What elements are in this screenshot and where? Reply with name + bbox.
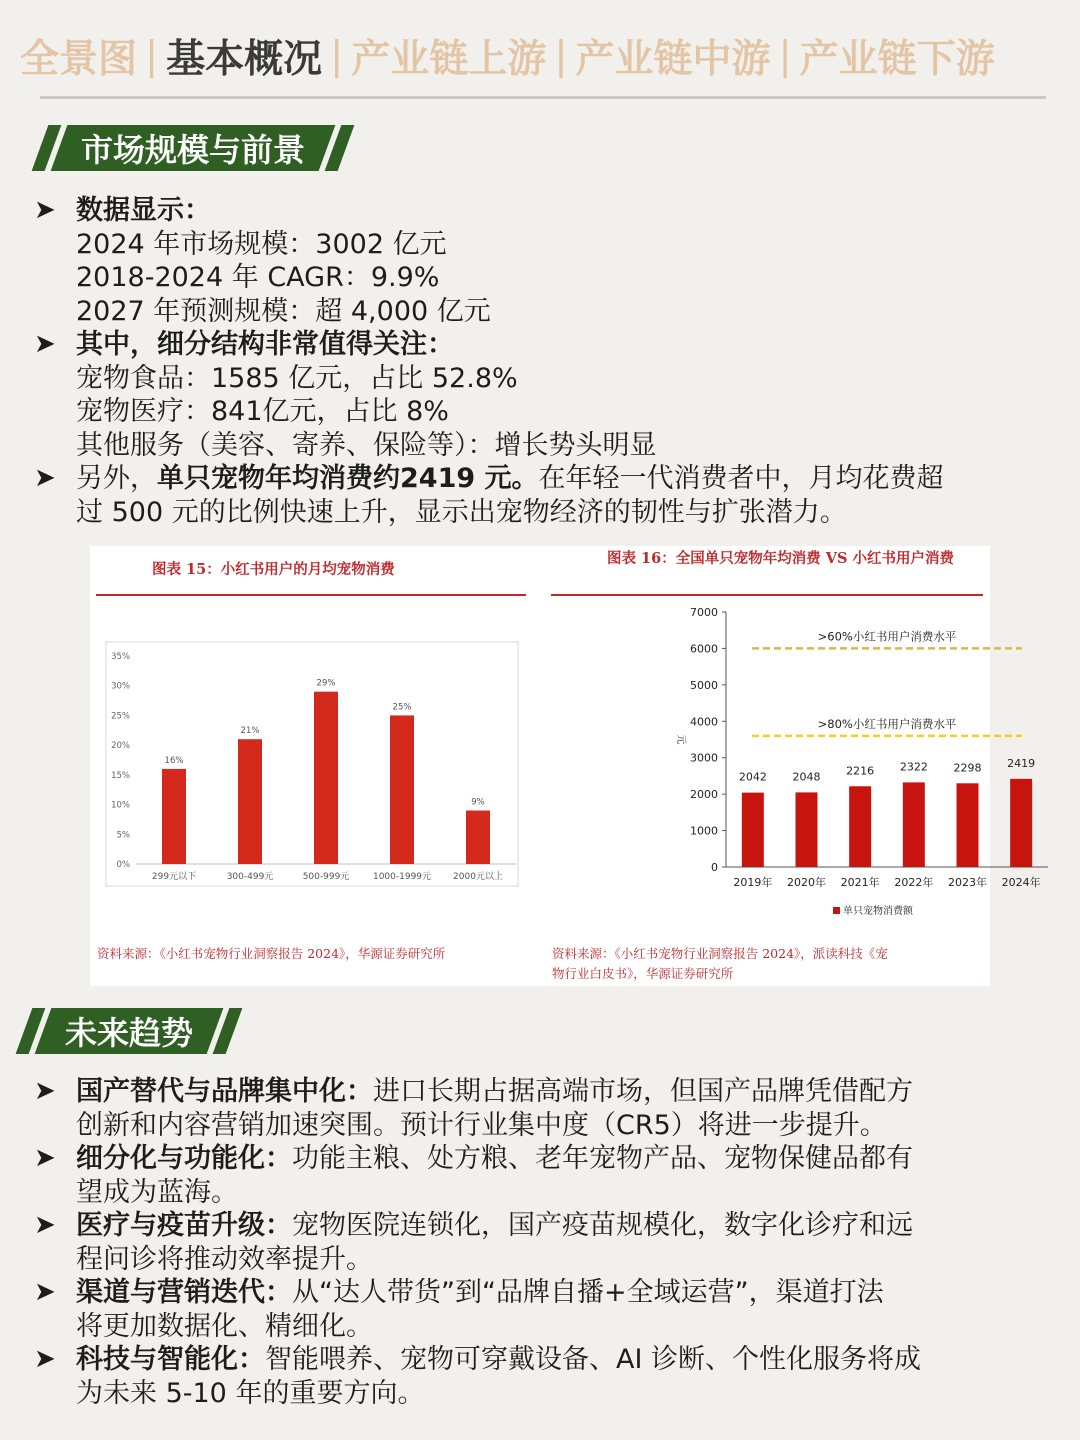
chart16-svg	[540, 546, 1041, 986]
trends-text	[34, 1075, 1044, 1410]
reference-line-label: >60%小红书用户消费水平	[817, 629, 957, 644]
arrow-bullet-icon: ➤	[34, 1344, 56, 1374]
trend-item	[34, 1276, 1044, 1310]
y-tick-label: 10%	[111, 800, 130, 811]
data-label: 16%	[164, 755, 184, 766]
y-tick-label: 2000	[690, 788, 718, 802]
arrow-bullet-icon: ➤	[34, 463, 56, 493]
trend-head: 渠道与营销迭代：	[76, 1277, 292, 1308]
y-tick-label: 6000	[690, 642, 718, 656]
x-tick-label: 500-999元	[302, 872, 350, 882]
highlight-text: 单只宠物年均消费约2419 元。	[157, 463, 539, 494]
nav-item-upstream[interactable]: 产业链上游	[351, 37, 547, 82]
bar	[849, 786, 871, 867]
arrow-bullet-icon: ➤	[34, 1277, 56, 1307]
chart16-source-line: 资料来源：《小红书宠物行业洞察报告 2024》，派读科技《宠	[552, 946, 888, 961]
bar	[742, 793, 764, 867]
x-tick-label: 2021年	[840, 876, 880, 889]
bar	[466, 811, 490, 864]
arrow-bullet-icon: ➤	[34, 1076, 56, 1106]
nav-divider	[40, 96, 1046, 99]
nav-separator: |	[778, 33, 792, 79]
data-line: 2027 年预测规模：超 4,000 亿元	[76, 295, 491, 327]
data-line: 2018-2024 年 CAGR：9.9%	[76, 262, 440, 293]
charts-panel	[90, 546, 1041, 986]
trend-text: 功能主粮、处方粮、老年宠物产品、宠物保健品都有	[292, 1143, 913, 1174]
chart15-title: 图表 15：小红书用户的月均宠物消费	[152, 561, 395, 578]
bar	[162, 769, 186, 864]
trend-text: 从“达人带货”到“品牌自播+全域运营”，渠道打法	[292, 1277, 884, 1308]
trend-text: 宠物医院连锁化，国产疫苗规模化，数字化诊疗和远	[292, 1210, 913, 1241]
y-tick-label: 0	[711, 861, 718, 874]
section-title: 市场规模与前景	[81, 131, 306, 169]
section-header-trends	[24, 1008, 234, 1054]
bullet-consumption	[34, 462, 1044, 496]
trend-text: 智能喂养、宠物可穿戴设备、AI 诊断、个性化服务将成	[265, 1344, 922, 1375]
nav-separator: |	[330, 33, 344, 79]
data-label: 2048	[792, 770, 821, 784]
trend-text-line: 创新和内容营销加速突围。预计行业集中度（CR5）将进一步提升。	[76, 1109, 887, 1141]
x-tick-label: 299元以下	[151, 872, 197, 882]
data-label: 2216	[846, 764, 875, 778]
arrow-bullet-icon: ➤	[34, 195, 56, 225]
data-label: 2042	[738, 770, 767, 784]
trend-head: 国产替代与品牌集中化：	[76, 1076, 373, 1107]
section-title-bar	[51, 125, 336, 171]
chart16-title: 图表 16：全国单只宠物年均消费 VS 小红书用户消费	[607, 550, 955, 567]
trend-text-line: 望成为蓝海。	[76, 1176, 238, 1208]
x-tick-label: 2019年	[733, 876, 773, 889]
trend-head: 医疗与疫苗升级：	[76, 1210, 292, 1241]
y-tick-label: 1000	[690, 824, 718, 838]
y-tick-label: 5%	[116, 830, 130, 841]
text-prefix: 另外，	[76, 463, 157, 494]
bar	[314, 692, 338, 864]
data-line: 2024 年市场规模：3002 亿元	[76, 228, 447, 260]
bar	[390, 715, 414, 864]
trend-head: 细分化与功能化：	[76, 1143, 292, 1174]
nav-item-midstream[interactable]: 产业链中游	[575, 37, 771, 82]
chart16-source	[552, 944, 987, 984]
data-label: 29%	[316, 678, 336, 689]
data-label: 9%	[471, 797, 485, 808]
bullet-text-line: 过 500 元的比例快速上升，显示出宠物经济的韧性与扩张潜力。	[76, 496, 847, 528]
x-tick-label: 2023年	[948, 876, 987, 889]
trend-text: 进口长期占据高端市场，但国产品牌凭借配方	[373, 1076, 913, 1107]
data-label: 25%	[392, 702, 412, 713]
chart15-svg	[90, 546, 540, 986]
bullet-head: 其中，细分结构非常值得关注：	[76, 329, 454, 360]
y-tick-label: 5000	[690, 678, 718, 692]
x-tick-label: 1000-1999元	[372, 872, 432, 882]
trend-text-line: 为未来 5-10 年的重要方向。	[76, 1377, 425, 1409]
y-tick-label: 4000	[690, 715, 718, 729]
data-label: 2419	[1007, 756, 1036, 770]
y-tick-label: 3000	[690, 751, 718, 765]
trend-item	[34, 1343, 1044, 1377]
trend-item	[34, 1209, 1044, 1243]
data-label: 21%	[240, 726, 260, 737]
trend-head: 科技与智能化：	[76, 1344, 265, 1375]
trend-text-line: 将更加数据化、精细化。	[76, 1310, 373, 1342]
nav-item-downstream[interactable]: 产业链下游	[799, 37, 995, 82]
bullet-head: 数据显示：	[76, 195, 211, 226]
x-tick-label: 2020年	[787, 876, 826, 889]
y-tick-label: 20%	[111, 741, 130, 752]
trend-text-line: 程问诊将推动效率提升。	[76, 1243, 373, 1275]
chart16-source-line: 物行业白皮书》，华源证券研究所	[552, 966, 734, 981]
arrow-bullet-icon: ➤	[34, 1143, 56, 1173]
bullet-structure	[34, 328, 1044, 362]
section-title: 未来趋势	[65, 1014, 194, 1052]
bar	[796, 792, 818, 867]
nav-separator: |	[145, 33, 159, 79]
market-text	[34, 194, 1044, 529]
y-tick-label: 35%	[111, 652, 130, 662]
chart15-source: 资料来源：《小红书宠物行业洞察报告 2024》，华源证券研究所	[97, 946, 446, 961]
arrow-bullet-icon: ➤	[34, 329, 56, 359]
trend-item	[34, 1142, 1044, 1176]
bar	[903, 782, 925, 867]
y-tick-label: 7000	[690, 606, 718, 619]
x-tick-label: 2024年	[1001, 876, 1041, 889]
x-tick-label: 2000元以上	[453, 872, 503, 882]
trend-item	[34, 1075, 1044, 1109]
section-title-bar	[35, 1008, 224, 1054]
data-line: 其他服务（美容、寄养、保险等）：增长势头明显	[76, 429, 657, 461]
y-tick-label: 0%	[116, 860, 130, 870]
data-line: 宠物医疗：841亿元，占比 8%	[76, 396, 449, 427]
bar	[238, 739, 262, 864]
x-tick-label: 2022年	[894, 876, 934, 889]
nav-item-basic-overview[interactable]: 基本概况	[166, 37, 323, 82]
top-nav	[20, 26, 1065, 86]
bar	[957, 783, 979, 867]
section-header-market	[40, 125, 346, 171]
bullet-text	[76, 462, 1044, 496]
y-tick-label: 30%	[111, 681, 130, 692]
nav-item-overview[interactable]: 全景图	[20, 37, 138, 82]
reference-line-label: >80%小红书用户消费水平	[817, 716, 957, 731]
text-rest: 在年轻一代消费者中，月均花费超	[538, 463, 944, 494]
y-tick-label: 15%	[111, 770, 130, 781]
data-line: 宠物食品：1585 亿元，占比 52.8%	[76, 362, 518, 394]
y-tick-label: 25%	[111, 711, 130, 722]
bar	[1010, 779, 1032, 867]
legend-label: 单只宠物消费额	[843, 906, 913, 917]
data-label: 2298	[953, 761, 982, 775]
x-tick-label: 300-499元	[226, 872, 274, 882]
bullet-data	[34, 194, 1044, 228]
data-label: 2322	[899, 760, 928, 774]
y-axis-label: 元	[675, 734, 686, 745]
arrow-bullet-icon: ➤	[34, 1210, 56, 1240]
nav-separator: |	[554, 33, 568, 79]
legend-swatch	[833, 907, 840, 914]
